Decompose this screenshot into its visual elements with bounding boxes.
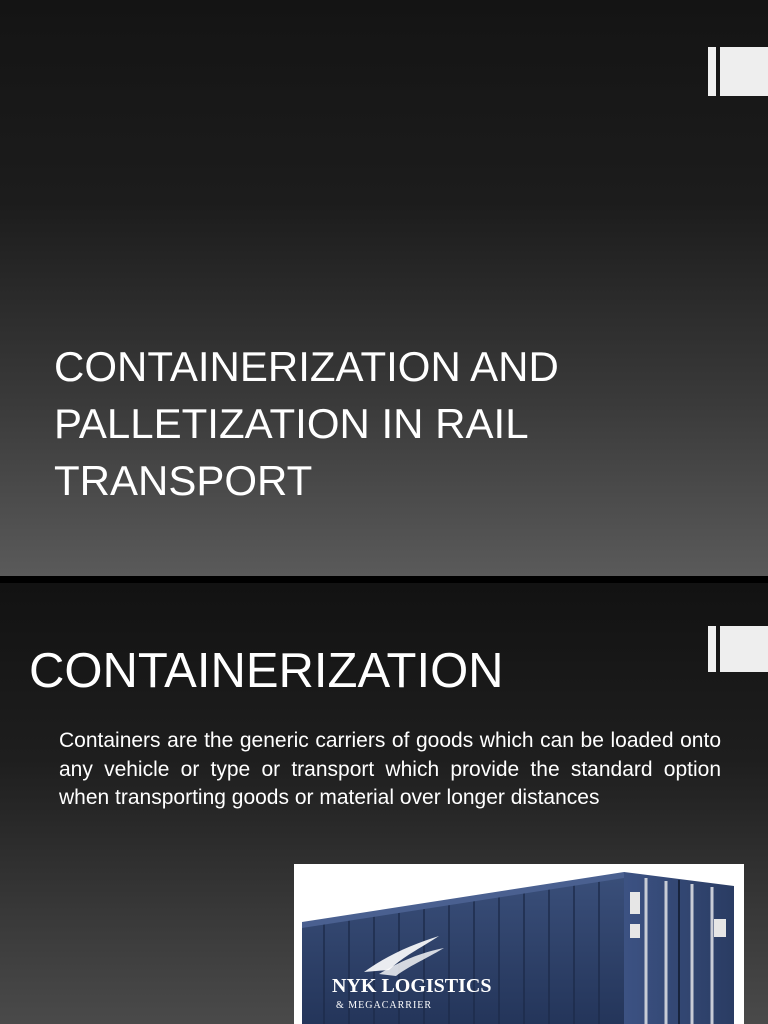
decoration-bar <box>708 47 716 96</box>
slide-body-text: Containers are the generic carriers of goods which can be loaded onto any vehicle or type or transport which provide the standard option when transporting goods or material over longer distances <box>59 729 721 809</box>
decoration-block <box>720 47 768 96</box>
shipping-container-image <box>294 864 744 1024</box>
container-logo-text: NYK LOGISTICS <box>332 975 492 997</box>
decoration-bar <box>708 626 716 672</box>
slide-2 <box>0 583 768 1024</box>
corner-decoration <box>708 626 768 672</box>
slide-heading: CONTAINERIZATION <box>29 644 504 698</box>
container-logo-subtext: & MEGACARRIER <box>336 1000 433 1011</box>
decoration-block <box>720 626 768 672</box>
corner-decoration <box>708 47 768 96</box>
slide-title: CONTAINERIZATION AND PALLETIZATION IN RAIL TRANSPORT <box>54 343 559 504</box>
container-photo <box>294 864 744 1024</box>
slide-separator <box>0 576 768 583</box>
